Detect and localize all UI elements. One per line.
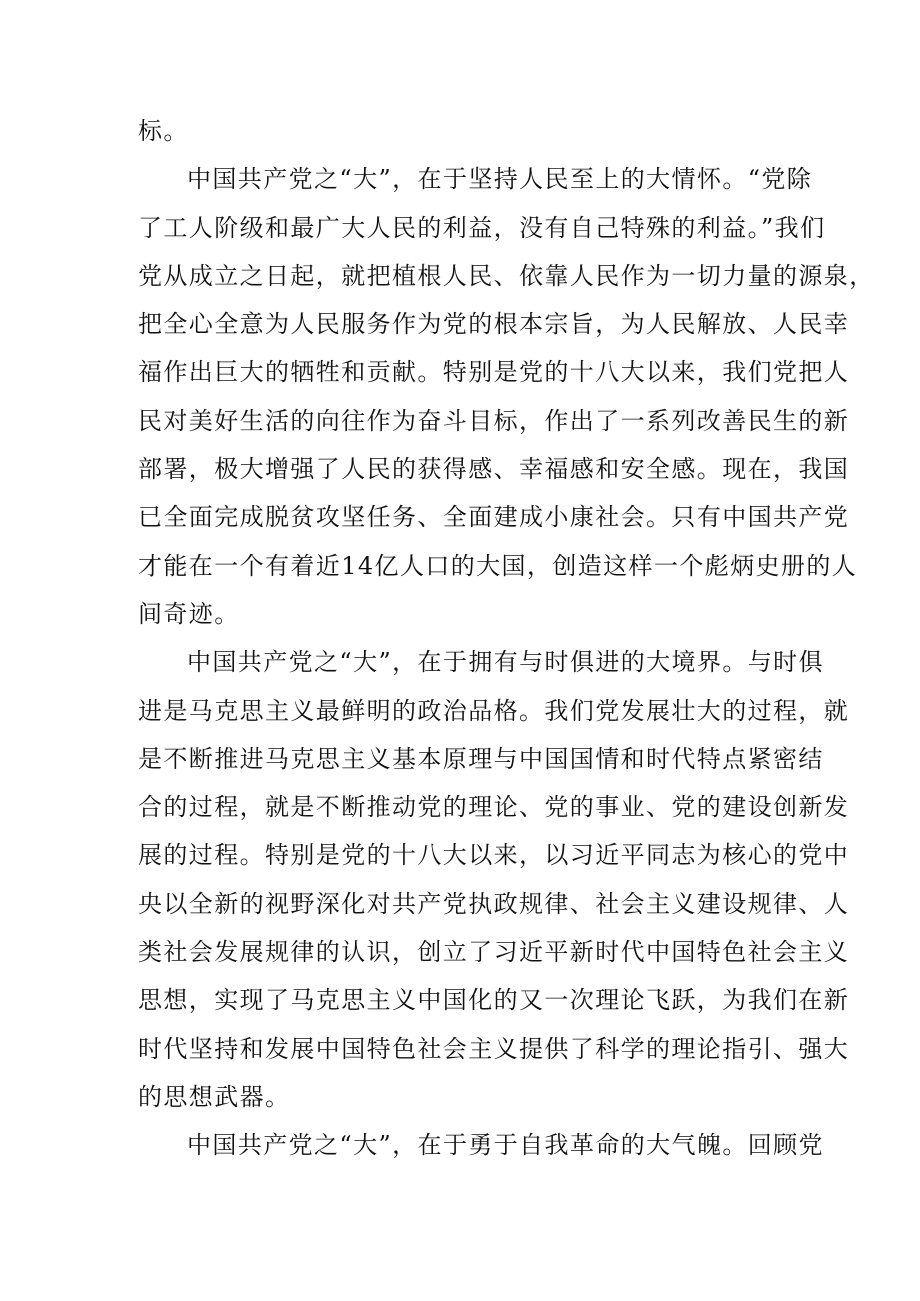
paragraph-line: 把全心全意为人民服务作为党的根本宗旨，为人民解放、人民幸 (138, 310, 850, 339)
paragraph-line: 是不断推进马克思主义基本原理与中国国情和时代特点紧密结 (138, 744, 824, 773)
paragraph-line: 央以全新的视野深化对共产党执政规律、社会主义建设规律、人 (138, 889, 850, 918)
paragraph-first-line: 中国共产党之“大”，在于坚持人民至上的大情怀。“党除 (187, 165, 813, 194)
paragraph-line: 合的过程，就是不断推动党的理论、党的事业、党的建设创新发 (138, 793, 850, 822)
paragraph-line: 进是马克思主义最鲜明的政治品格。我们党发展壮大的过程，就 (138, 696, 850, 725)
paragraph-line: 党从成立之日起，就把植根人民、依靠人民作为一切力量的源泉， (138, 261, 875, 290)
paragraph-first-line: 中国共产党之“大”，在于拥有与时俱进的大境界。与时俱 (187, 648, 824, 677)
paragraph-line: 思想，实现了马克思主义中国化的又一次理论飞跃，为我们在新 (138, 986, 850, 1015)
paragraph-line: 福作出巨大的牺牲和贡献。特别是党的十八大以来，我们党把人 (138, 358, 850, 387)
paragraph-line: 类社会发展规律的认识，创立了习近平新时代中国特色社会主义 (138, 938, 850, 967)
paragraph-first-line: 中国共产党之“大”，在于勇于自我革命的大气魄。回顾党 (187, 1131, 824, 1160)
document-body (138, 107, 875, 1170)
paragraph-line: 时代坚持和发展中国特色社会主义提供了科学的理论指引、强大 (138, 1034, 850, 1063)
paragraph-line: 展的过程。特别是党的十八大以来，以习近平同志为核心的党中 (138, 841, 850, 870)
paragraph-line: 标。 (138, 117, 189, 145)
paragraph-line: 部署，极大增强了人民的获得感、幸福感和安全感。现在，我国 (138, 455, 850, 484)
paragraph-line: 间奇迹。 (138, 599, 240, 628)
paragraph-line: 才能在一个有着近14亿人口的大国，创造这样一个彪炳史册的人 (138, 551, 858, 580)
paragraph-line: 已全面完成脱贫攻坚任务、全面建成小康社会。只有中国共产党 (138, 503, 850, 532)
paragraph-line: 民对美好生活的向往作为奋斗目标，作出了一系列改善民生的新 (138, 406, 850, 435)
paragraph-line: 了工人阶级和最广大人民的利益，没有自己特殊的利益。”我们 (138, 213, 826, 242)
paragraph-line: 的思想武器。 (138, 1082, 291, 1111)
